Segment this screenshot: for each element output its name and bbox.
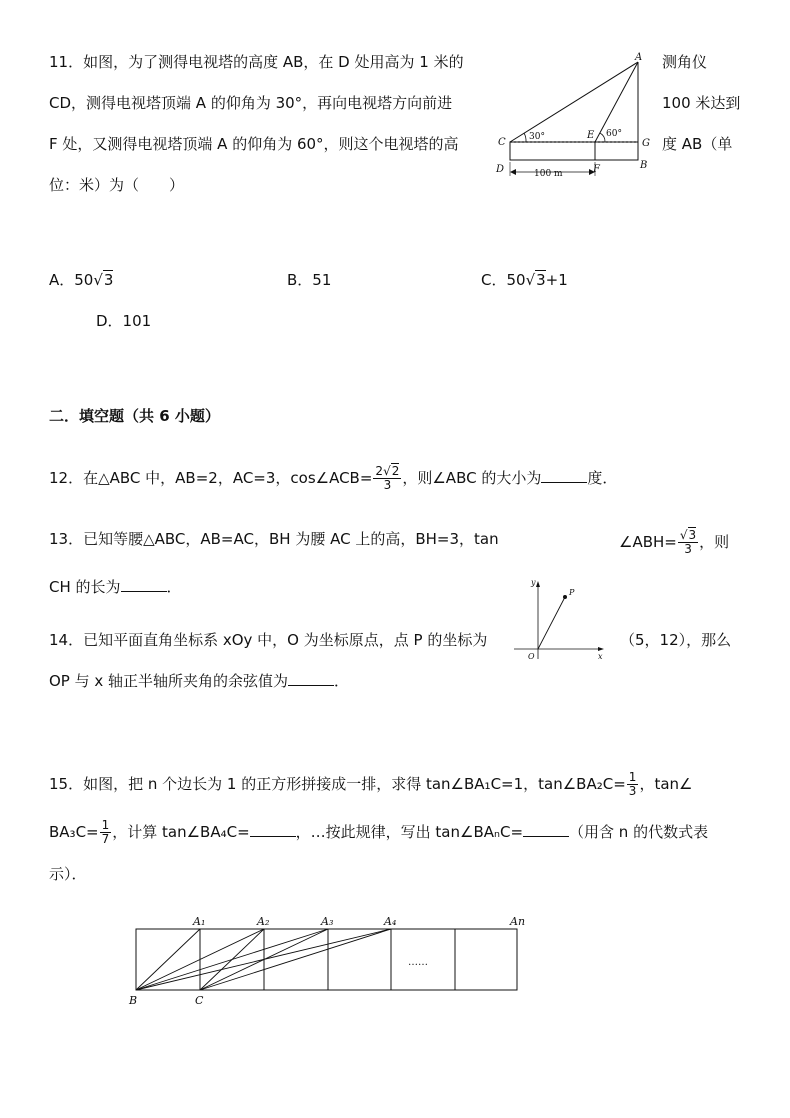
label-B: B	[640, 160, 648, 171]
line-b-a1	[136, 929, 200, 990]
q11-line3: F 处，又测得电视塔顶端 A 的仰角为 60°，则这个电视塔的高	[49, 135, 459, 153]
label-C: C	[498, 137, 506, 148]
q15-f1-den: 3	[628, 784, 637, 798]
q15-line2	[49, 819, 708, 846]
q12-line	[49, 465, 617, 492]
q12-frac-radicand: 2	[391, 464, 400, 478]
q15-f1-num: 1	[628, 770, 637, 784]
q14-line1-right: （5，12），那么	[620, 631, 732, 649]
q15-fraction1	[627, 771, 639, 798]
q15-line1-a: 15．如图，把 n 个边长为 1 的正方形拼接成一排，求得 tan∠BA₁C=1，tan∠BA₂C=	[49, 775, 626, 793]
option-a-text: A．50	[49, 271, 94, 289]
label-A3: A₃	[321, 915, 334, 928]
q13-answer-blank[interactable]	[121, 577, 167, 592]
q13-frac-radicand: 3	[688, 528, 697, 542]
q15-fraction2	[100, 819, 112, 846]
q11-option-c[interactable]	[481, 270, 568, 290]
y-axis-arrow	[536, 581, 540, 587]
label-G: G	[642, 138, 650, 149]
label-C: C	[195, 994, 204, 1007]
q15-line1-b: ，tan∠	[639, 775, 693, 793]
q12-answer-blank[interactable]	[541, 468, 587, 483]
label-A2: A₂	[257, 915, 270, 928]
label-angle-30: 30°	[529, 132, 545, 142]
line-c-a4	[200, 929, 391, 990]
label-A1: A₁	[193, 915, 206, 928]
option-c-radicand: 3	[536, 271, 546, 289]
sqrt-sign: √	[679, 528, 688, 542]
q11-line2-right: 100 米达到	[662, 94, 741, 112]
point-p	[563, 595, 567, 599]
arrow-left	[510, 169, 516, 175]
q11-option-a[interactable]	[49, 270, 113, 290]
line-c-a2	[200, 929, 264, 990]
label-x: x	[598, 652, 603, 661]
q12-suffix: ，则∠ABC 的大小为	[402, 469, 542, 487]
q11-option-b[interactable]: B．51	[287, 271, 332, 289]
sqrt-sign: √	[93, 271, 103, 289]
label-F: F	[593, 164, 600, 175]
q12-prefix: 12．在△ABC 中，AB=2，AC=3，cos∠ACB=	[49, 469, 373, 487]
q12-fraction	[373, 465, 401, 492]
q13-fraction	[678, 529, 698, 556]
label-E: E	[587, 130, 595, 141]
q11-line2: CD，测得电视塔顶端 A 的仰角为 30°，再向电视塔方向前进	[49, 94, 453, 112]
q13-line1: 13．已知等腰△ABC，AB=AC，BH 为腰 AC 上的高，BH=3，tan	[49, 530, 499, 548]
q15-line2-a: BA₃C=	[49, 823, 99, 841]
label-P: P	[569, 588, 575, 597]
label-A4: A₄	[384, 915, 397, 928]
q13-tail: ，则	[699, 533, 730, 551]
q14-line2-prefix: OP 与 x 轴正半轴所夹角的余弦值为	[49, 672, 289, 690]
q15-line2-d: （用含 n 的代数式表	[569, 823, 709, 841]
label-An: An	[510, 915, 526, 928]
q11-line4: 位：米）为（ ）	[49, 176, 185, 194]
q15-line1	[49, 771, 692, 798]
label-distance: 100 m	[534, 169, 563, 179]
label-B: B	[129, 994, 138, 1007]
label-y: y	[531, 578, 536, 587]
q15-f2-num: 1	[101, 818, 110, 832]
option-a-radicand: 3	[103, 271, 114, 289]
ellipsis: ……	[408, 957, 428, 968]
q12-suffix2: 度．	[587, 469, 618, 487]
q15-answer-blank-2[interactable]	[523, 822, 569, 837]
q13-line2-suffix: ．	[166, 578, 182, 596]
q11-line1-right: 测角仪	[662, 53, 708, 71]
section-title: 二．填空题（共 6 小题）	[49, 407, 220, 425]
x-axis-arrow	[598, 647, 604, 651]
label-A: A	[635, 52, 643, 63]
option-c-text: C．50	[481, 271, 526, 289]
q15-line3: 示）．	[49, 865, 87, 883]
q15-line2-c: ，…按此规律，写出 tan∠BAₙC=	[295, 823, 524, 841]
q13-frac-den: 3	[684, 542, 692, 556]
squares-figure	[125, 910, 535, 1010]
op-line	[538, 597, 565, 649]
option-c-suffix: +1	[545, 271, 568, 289]
q13-line2-prefix: CH 的长为	[49, 578, 121, 596]
q15-f2-den: 7	[101, 832, 110, 846]
q14-answer-blank[interactable]	[288, 671, 334, 686]
label-D: D	[496, 164, 505, 175]
squares-outline	[136, 929, 517, 990]
angle-arc-60	[600, 133, 605, 142]
q11-line3-right: 度 AB（单	[662, 135, 733, 153]
q14-line2-suffix: ．	[334, 672, 350, 690]
q14-line2	[49, 671, 349, 691]
sqrt-sign: √	[383, 464, 391, 478]
label-O: O	[528, 652, 535, 661]
q15-answer-blank-1[interactable]	[250, 822, 296, 837]
q14-line1: 14．已知平面直角坐标系 xOy 中，O 为坐标原点，点 P 的坐标为	[49, 631, 488, 649]
angle-arc-30	[524, 133, 526, 142]
q13-line2	[49, 577, 182, 597]
q11-option-d[interactable]: D．101	[96, 312, 152, 330]
q13-tan-label: ∠ABH=	[619, 533, 677, 551]
observer-rect	[510, 142, 638, 160]
q11-line1: 11．如图，为了测得电视塔的高度 AB，在 D 处用高为 1 米的	[49, 53, 464, 71]
sqrt-sign: √	[525, 271, 536, 289]
label-angle-60: 60°	[606, 129, 622, 139]
q12-frac-den: 3	[383, 478, 392, 492]
q12-frac-coef: 2	[375, 464, 384, 478]
q13-line1-right	[619, 529, 729, 556]
tv-tower-figure	[488, 50, 660, 185]
coordinate-figure	[510, 575, 610, 665]
q15-line2-b: ，计算 tan∠BA₄C=	[112, 823, 250, 841]
